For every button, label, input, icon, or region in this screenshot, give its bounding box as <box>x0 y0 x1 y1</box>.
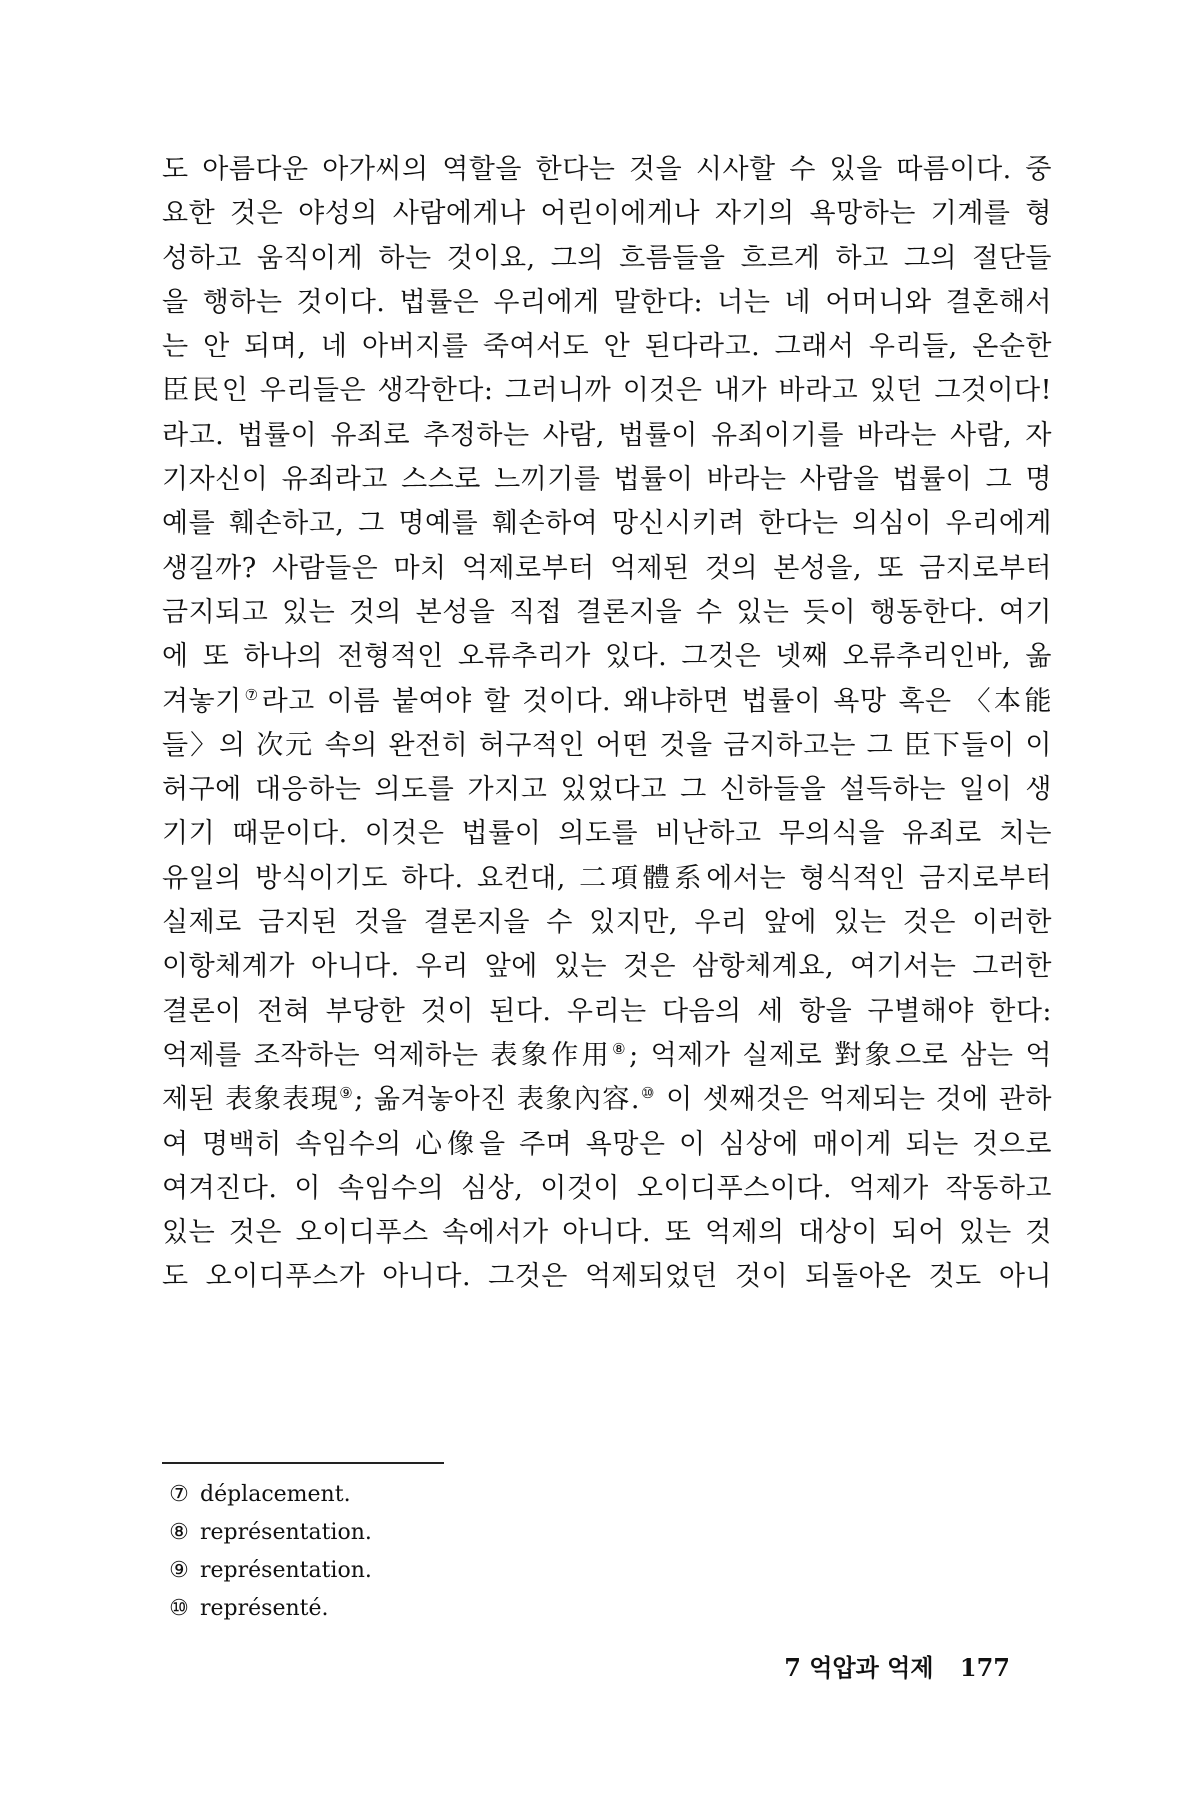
body-line: 예를 훼손하고, 그 명예를 훼손하여 망신시키려 한다는 의심이 우리에게 <box>162 508 1052 540</box>
body-line: 기자신이 유죄라고 스스로 느끼기를 법률이 바라는 사람을 법률이 그 명 <box>162 464 1052 496</box>
body-line: 도 오이디푸스가 아니다. 그것은 억제되었던 것이 되돌아온 것도 아니 <box>162 1261 1052 1293</box>
footnote-text: représentation. <box>200 1520 372 1545</box>
body-line: 있는 것은 오이디푸스 속에서가 아니다. 또 억제의 대상이 되어 있는 것 <box>162 1217 1052 1249</box>
footnote-item <box>166 1514 766 1552</box>
line-segment: 라고 이름 붙여야 할 것이다. 왜냐하면 법률이 욕망 혹은 〈本能 <box>261 685 1052 717</box>
page-number: 177 <box>959 1653 1010 1682</box>
footnote-text: représenté. <box>200 1596 329 1621</box>
body-line: 도 아름다운 아가씨의 역할을 한다는 것을 시사할 수 있을 따름이다. 중 <box>162 154 1052 185</box>
line-segment: 겨놓기 <box>162 685 242 717</box>
body-line <box>162 1034 1052 1078</box>
footnote-text: déplacement. <box>200 1482 351 1507</box>
line-segment: ; 억제가 실제로 對象으로 삼는 억 <box>629 1039 1052 1071</box>
body-line: 허구에 대응하는 의도를 가지고 있었다고 그 신하들을 설득하는 일이 생 <box>162 774 1052 806</box>
line-segment: ; 옮겨놓아진 表象內容. <box>354 1084 641 1116</box>
footnote-text: représentation. <box>200 1558 372 1583</box>
body-line: 생길까? 사람들은 마치 억제로부터 억제된 것의 본성을, 또 금지로부터 <box>162 552 1052 584</box>
body-line: 요한 것은 야성의 사람에게나 어린이에게나 자기의 욕망하는 기계를 형 <box>162 198 1052 230</box>
footnotes-list <box>166 1476 766 1628</box>
body-line: 들〉의 次元 속의 완전히 허구적인 어떤 것을 금지하고는 그 臣下들이 이 <box>162 729 1052 761</box>
footnote-item <box>166 1552 766 1590</box>
footnote-reference: ⑨ <box>339 1084 355 1103</box>
footnote-item <box>166 1590 766 1628</box>
line-segment: 제된 表象表現 <box>162 1084 340 1116</box>
body-line: 臣民인 우리들은 생각한다: 그러니까 이것은 내가 바라고 있던 그것이다! <box>162 375 1052 407</box>
footnote-reference: ⑩ <box>640 1084 656 1103</box>
footnote-reference: ⑦ <box>241 685 262 704</box>
footnote-marker: ⑩ <box>169 1596 189 1621</box>
footnote-marker: ⑦ <box>169 1482 189 1507</box>
body-line: 을 행하는 것이다. 법률은 우리에게 말한다: 너는 네 어머니와 결혼해서 <box>162 286 1052 318</box>
body-line: 라고. 법률이 유죄로 추정하는 사람, 법률이 유죄이기를 바라는 사람, 자 <box>162 419 1052 451</box>
line-segment: 이 셋째것은 억제되는 것에 관하 <box>656 1084 1052 1116</box>
footnote-divider <box>162 1462 444 1464</box>
footnote-item <box>166 1476 766 1514</box>
body-line: 여겨진다. 이 속임수의 심상, 이것이 오이디푸스이다. 억제가 작동하고 <box>162 1172 1052 1204</box>
body-line: 성하고 움직이게 하는 것이요, 그의 흐름들을 흐르게 하고 그의 절단들 <box>162 242 1052 274</box>
body-text <box>162 148 1052 1300</box>
body-line: 기기 때문이다. 이것은 법률이 의도를 비난하고 무의식을 유죄로 치는 <box>162 818 1052 850</box>
footnote-marker: ⑨ <box>169 1558 189 1583</box>
body-line: 금지되고 있는 것의 본성을 직접 결론지을 수 있는 듯이 행동한다. 여기 <box>162 596 1052 628</box>
body-line: 실제로 금지된 것을 결론지을 수 있지만, 우리 앞에 있는 것은 이러한 <box>162 907 1052 939</box>
body-line <box>162 680 1052 724</box>
body-line: 이항체계가 아니다. 우리 앞에 있는 것은 삼항체계요, 여기서는 그러한 <box>162 951 1052 983</box>
line-segment: 억제를 조작하는 억제하는 表象作用 <box>162 1039 613 1071</box>
body-line: 여 명백히 속임수의 心像을 주며 욕망은 이 심상에 매이게 되는 것으로 <box>162 1128 1052 1160</box>
footnote-reference: ⑧ <box>612 1039 630 1058</box>
body-line: 결론이 전혀 부당한 것이 된다. 우리는 다음의 세 항을 구별해야 한다: <box>162 995 1052 1027</box>
footnote-marker: ⑧ <box>169 1520 189 1545</box>
running-footer <box>784 1648 1010 1683</box>
chapter-title: 7 억압과 억제 <box>784 1653 934 1682</box>
body-line: 유일의 방식이기도 하다. 요컨대, 二項體系에서는 형식적인 금지로부터 <box>162 862 1052 894</box>
body-line: 에 또 하나의 전형적인 오류추리가 있다. 그것은 넷째 오류추리인바, 옮 <box>162 641 1052 673</box>
body-line <box>162 1078 1052 1122</box>
body-line: 는 안 되며, 네 아버지를 죽여서도 안 된다라고. 그래서 우리들, 온순한 <box>162 331 1052 363</box>
